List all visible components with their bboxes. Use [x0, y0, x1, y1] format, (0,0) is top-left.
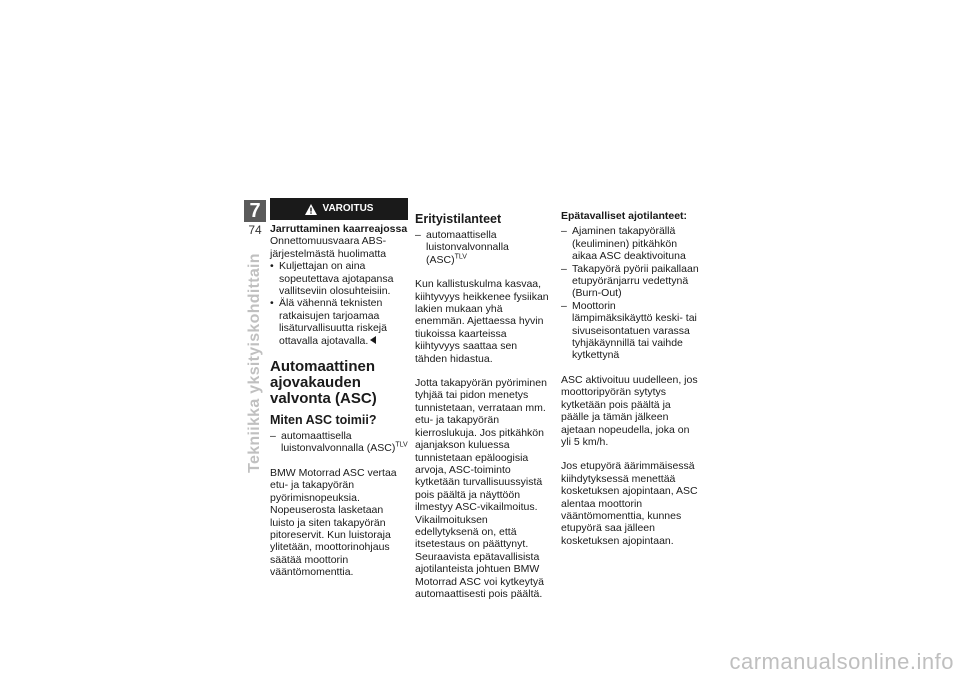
dash-list	[270, 430, 408, 455]
paragraph: Seuraavista epätavallisista ajotilanteista johtuen BMW Motorrad ASC voi kytkeytyä automaattisesti pois päältä.	[415, 550, 544, 600]
section-title: Automaattinen ajovakauden valvonta (ASC)	[270, 358, 377, 408]
paragraph: BMW Motorrad ASC vertaa etu- ja takapyörän pyörimisnopeuksia. Nopeuserosta lasketaan luisto ja siten takapyörän pitoreservit. Kun luistoraja ylitetään, moottorinohjaus säätää moottorin vääntömomenttia.	[270, 466, 397, 579]
watermark: carmanualsonline.info	[729, 649, 954, 674]
subsection-heading: Epätavalliset ajotilanteet:	[561, 210, 688, 222]
warning-list	[270, 260, 408, 347]
paragraph: ASC aktivoituu uudelleen, jos moottoripyörän sytytys kytketään pois päältä ja päälle ja tämän jälkeen ajetaan nopeudella, joka on yli 5 km/h.	[561, 373, 698, 448]
page-number: 74	[248, 223, 262, 237]
paragraph: Jotta takapyörän pyöriminen tyhjää tai pidon menetys tunnistetaan, verrataan mm. etu- ja takapyörän kierroslukuja. Jos pitkähkön ajanjakson kuluessa tunnistetaan epäloogisia arvoja, ASC-toiminto kytketään turvallisuussyistä pois päältä ja näyttöön ilmestyy ASC-vikailmoitus. Vikailmoituksen edellytyksenä on, että itsetestaus on päättynyt.	[415, 377, 547, 551]
paragraph: Kun kallistuskulma kasvaa, kiihtyvyys heikkenee fysiikan lakien mukaan yhä enemmän. Ajettaessa hyvin tiukoissa kaarteissa kiihtyvyys saattaa sen tähden hidastua.	[415, 278, 549, 365]
warning-text: Onnettomuusvaara ABS-järjestelmästä huolimatta	[270, 235, 387, 260]
column-3	[561, 198, 699, 559]
subsection-heading: Erityistilanteet	[415, 212, 502, 226]
column-1	[270, 198, 408, 591]
list-item: – Moottorin lämpimäksikäyttö keski- tai sivuseisontatuen varassa tyhjäkäynnillä tai vaihde kytkettynä	[561, 300, 699, 362]
dash-list	[415, 229, 552, 266]
list-item: • Älä vähennä teknisten ratkaisujen tarjoamaa lisäturvallisuutta riskejä ottavalla ajotavalla.	[270, 297, 408, 347]
list-item: – Ajaminen takapyörällä (keuliminen) pitkähkön aikaa ASC deaktivoituna	[561, 225, 699, 262]
warning-banner	[270, 198, 408, 220]
vertical-chapter-title-text: Tekniikka yksityiskohdittain	[246, 252, 263, 473]
chapter-number: 7	[244, 200, 266, 222]
warning-label: VAROITUS	[322, 202, 374, 214]
paragraph: Jos etupyörä äärimmäisessä kiihdytyksessä menettää kosketuksen ajopintaan, ASC alentaa moottorin vääntömomenttia, kunnes etupyörä saa jälleen kosketuksen ajopintaan.	[561, 460, 698, 547]
dash-list	[561, 225, 699, 361]
list-item: • Kuljettajan on aina sopeutettava ajotapansa vallitseviin olosuhteisiin.	[270, 260, 408, 297]
vertical-chapter-title	[243, 252, 267, 473]
column-2	[415, 198, 552, 612]
end-marker-icon	[370, 336, 376, 344]
list-item: – automaattisella luistonvalvonnalla (ASC)$^{TLV}$	[415, 229, 552, 266]
subsection-heading: Miten ASC toimii?	[270, 413, 377, 428]
warning-triangle-icon	[305, 204, 317, 215]
warning-heading: Jarruttaminen kaarreajossa	[270, 223, 408, 235]
list-item: – Takapyörä pyörii paikallaan etupyöränjarru vedettynä (Burn-Out)	[561, 263, 699, 300]
list-item: – automaattisella luistonvalvonnalla (ASC)$^{TLV}$	[270, 430, 408, 455]
